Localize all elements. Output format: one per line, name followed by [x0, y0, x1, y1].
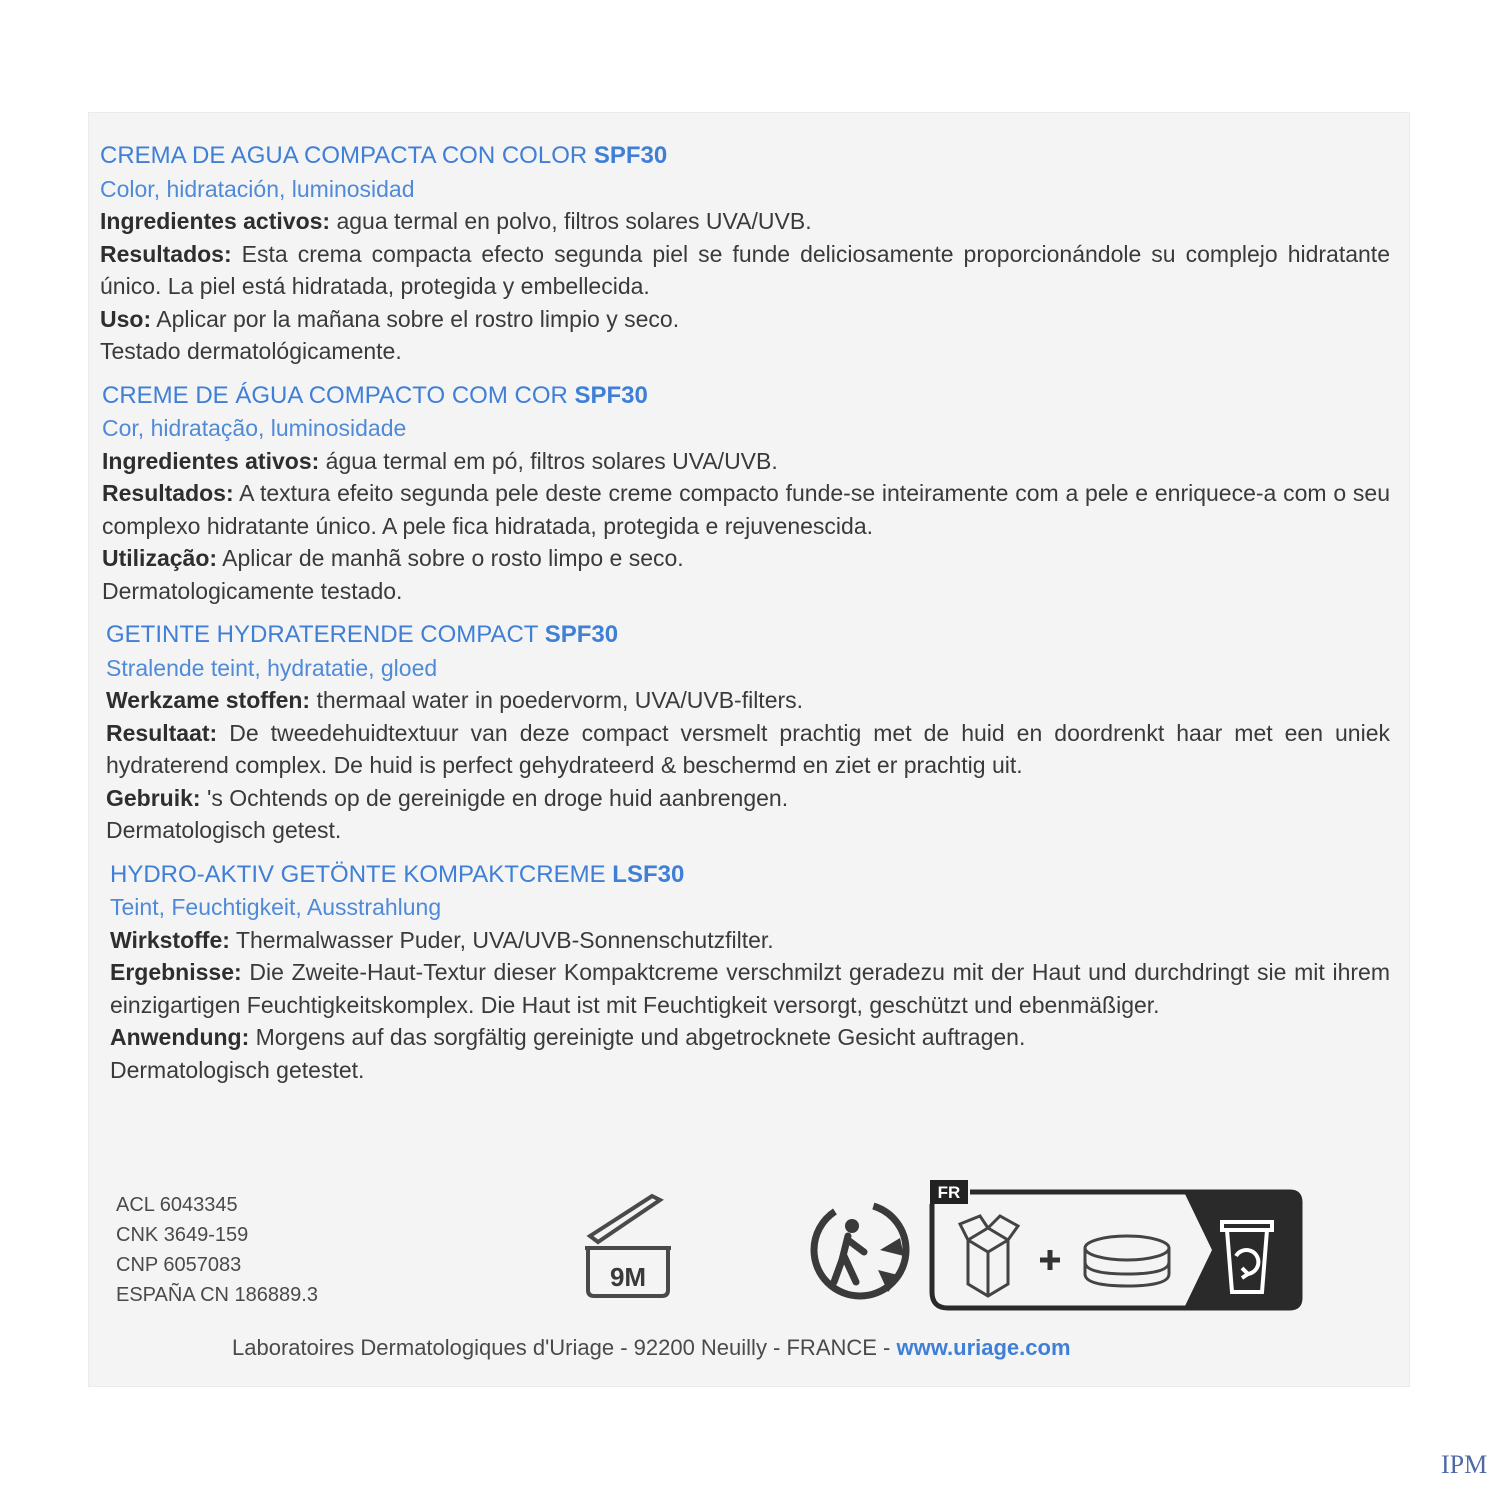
- product-codes: [116, 1190, 318, 1310]
- manufacturer-address: Laboratoires Dermatologiques d'Uriage - 92200 Neuilly - FRANCE -: [232, 1335, 897, 1360]
- results-line: [106, 717, 1390, 782]
- sorting-info-badge: [930, 1180, 1302, 1311]
- usage-line: [102, 542, 1390, 575]
- results-text: A textura efeito segunda pele deste creme compacto funde-se inteiramente com a pele e enriquece-a com o seu complexo hidratante único. A pele fica hidratada, protegida e rejuvenescida.: [102, 480, 1390, 539]
- usage-line: [100, 303, 1390, 336]
- pao-label: 9M: [609, 1262, 647, 1292]
- ingredients-text: Thermalwasser Puder, UVA/UVB-Sonnenschutzfilter.: [235, 926, 774, 953]
- ingredients-label: Werkzame stoffen:: [106, 687, 311, 713]
- spf-badge: LSF30: [612, 860, 685, 888]
- usage-text: Aplicar por la mañana sobre el rostro limpio y seco.: [156, 305, 680, 332]
- box-icon: [960, 1216, 1018, 1296]
- product-title: [106, 619, 1390, 652]
- product-title-text: HYDRO-AKTIV GETÖNTE KOMPAKTCREME: [110, 860, 606, 888]
- code-cnp: CNP 6057083: [116, 1254, 242, 1276]
- usage-line: [106, 782, 1390, 815]
- usage-label: Anwendung:: [110, 1024, 250, 1050]
- product-title-text: GETINTE HYDRATERENDE COMPACT: [106, 621, 539, 648]
- results-line: [100, 238, 1390, 303]
- product-title: [100, 140, 1390, 173]
- results-label: Ergebnisse:: [110, 959, 242, 985]
- ipm-watermark-logo: [1440, 1445, 1488, 1479]
- product-subtitle: Cor, hidratação, luminosidade: [102, 415, 407, 441]
- ingredients-text: thermaal water in poedervorm, UVA/UVB-filters.: [316, 687, 804, 713]
- results-line: [110, 956, 1390, 1021]
- website-link: www.uriage.com: [896, 1335, 1071, 1360]
- spf-badge: SPF30: [544, 621, 619, 648]
- ingredients-line: [110, 924, 1390, 957]
- label-text: [100, 140, 1390, 1098]
- tested-line: Dermatologisch getestet.: [110, 1056, 365, 1083]
- usage-text: Aplicar de manhã sobre o rosto limpo e seco.: [222, 545, 684, 571]
- usage-text: Morgens auf das sorgfältig gereinigte und abgetrocknete Gesicht auftragen.: [255, 1024, 1026, 1050]
- results-text: Die Zweite-Haut-Textur dieser Kompaktcreme verschmilzt geradezu mit der Haut und durchdringt sie mit ihrem einzigartigen Feuchtigkeitskomplex. Die Haut ist mit Feuchtigkeit versorgt, geschützt und ebenmäßiger.: [110, 959, 1390, 1018]
- product-title-text: CREMA DE AGUA COMPACTA CON COLOR: [100, 142, 588, 169]
- section-spanish: [100, 140, 1390, 368]
- usage-text: 's Ochtends op de gereinigde en droge huid aanbrengen.: [206, 784, 789, 811]
- ingredients-label: Ingredientes activos:: [100, 208, 331, 234]
- product-subtitle: Teint, Feuchtigkeit, Ausstrahlung: [110, 894, 442, 920]
- section-german: [110, 859, 1390, 1087]
- results-line: [102, 477, 1390, 542]
- product-title: [102, 380, 1390, 413]
- manufacturer-footer: [232, 1335, 1071, 1361]
- usage-label: Uso:: [100, 305, 152, 332]
- recycle-person-icon: [808, 1198, 924, 1302]
- results-label: Resultados:: [102, 480, 234, 506]
- pao-open-jar-icon: [580, 1190, 675, 1300]
- ingredients-line: [102, 445, 1390, 478]
- product-title: [110, 859, 1390, 892]
- ingredients-text: agua termal en polvo, filtros solares UVA/UVB.: [336, 208, 812, 234]
- results-label: Resultaat:: [106, 719, 218, 746]
- plus-icon: [1040, 1250, 1060, 1270]
- product-title-text: CREME DE ÁGUA COMPACTO COM COR: [102, 381, 568, 409]
- usage-label: Gebruik:: [106, 784, 201, 811]
- tested-line: Testado dermatológicamente.: [100, 338, 402, 364]
- code-espana-cn: ESPAÑA CN 186889.3: [116, 1284, 318, 1306]
- ingredients-line: [100, 205, 1390, 238]
- ingredients-text: água termal em pó, filtros solares UVA/UVB.: [325, 447, 778, 474]
- tested-line: Dermatologisch getest.: [106, 817, 342, 843]
- ingredients-label: Ingredientes ativos:: [102, 447, 320, 474]
- spf-badge: SPF30: [574, 381, 648, 409]
- section-dutch: [106, 619, 1390, 847]
- code-acl: ACL 6043345: [116, 1194, 238, 1216]
- results-label: Resultados:: [100, 240, 232, 267]
- country-code: FR: [937, 1183, 961, 1202]
- results-text: De tweedehuidtextuur van deze compact versmelt prachtig met de huid en doordrenkt haar met een uniek hydraterend complex. De huid is perfect gehydrateerd & beschermd en ziet er prachtig uit.: [106, 719, 1390, 778]
- usage-label: Utilização:: [102, 545, 218, 571]
- ingredients-label: Wirkstoffe:: [110, 926, 230, 953]
- tested-line: Dermatologicamente testado.: [102, 577, 403, 604]
- spf-badge: SPF30: [593, 142, 668, 169]
- watermark-text: IPM: [1441, 1450, 1488, 1479]
- product-subtitle: Color, hidratación, luminosidad: [100, 175, 415, 202]
- usage-line: [110, 1021, 1390, 1054]
- ingredients-line: [106, 684, 1390, 717]
- code-cnk: CNK 3649-159: [116, 1224, 249, 1246]
- jar-lid-icon: [1085, 1236, 1169, 1286]
- section-portuguese: [102, 380, 1390, 608]
- product-subtitle: Stralende teint, hydratatie, gloed: [106, 654, 438, 681]
- results-text: Esta crema compacta efecto segunda piel se funde deliciosamente proporcionándole su complejo hidratante único. La piel está hidratada, protegida y embellecida.: [100, 240, 1390, 299]
